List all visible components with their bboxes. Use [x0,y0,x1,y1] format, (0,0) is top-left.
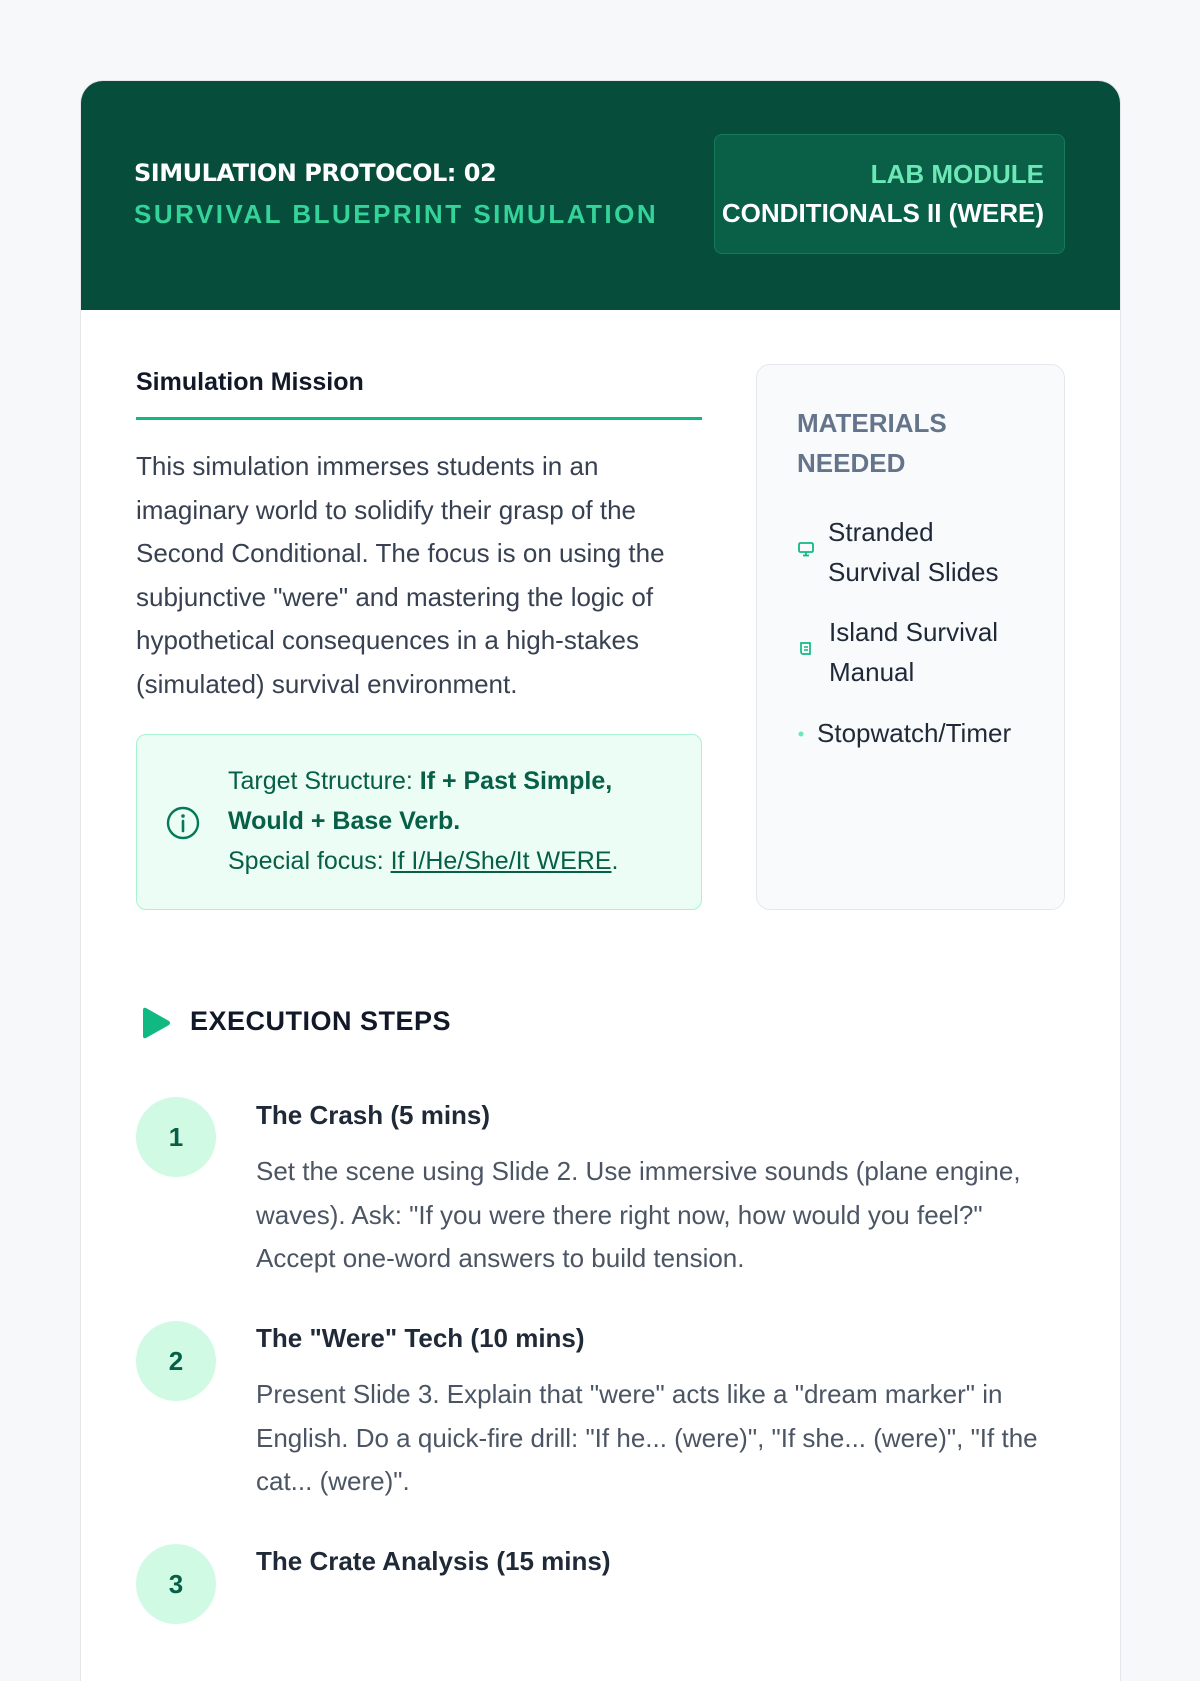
scroll-icon [797,640,815,658]
step-number: 2 [136,1321,216,1401]
materials-panel [756,364,1065,910]
step-title: The "Were" Tech (10 mins) [256,1323,585,1353]
protocol-card [81,81,1120,1681]
simulation-subtitle: SURVIVAL BLUEPRINT SIMULATION [134,199,659,229]
monitor-icon [797,540,815,558]
target-text [228,761,688,881]
execution-steps-title: EXECUTION STEPS [190,1006,452,1036]
protocol-title: SIMULATION PROTOCOL: 02 [134,159,497,187]
focus-prefix: Special focus: [228,847,391,875]
mission-divider [136,417,702,420]
mission-text: This simulation immerses students in an imaginary world to solidify their grasp of the Second Conditional. The focus is on using the subjunctive "were" and mastering the logic of hypothetical consequences in a high-stakes (simulated) survival environment. [136,451,665,699]
mission-title: Simulation Mission [136,368,364,396]
step-description: Present Slide 3. Explain that "were" acts like a "dream marker" in English. Do a quick-fire drill: "If he... (were)", "If she... (were)", "If the cat... (were)". [256,1379,1038,1496]
module-label: LAB MODULE [870,159,1044,189]
target-prefix: Target Structure: [228,767,420,795]
info-icon [165,805,201,841]
lab-module-badge [714,134,1065,254]
materials-title: MATERIALS NEEDED [797,408,947,478]
material-label: Stopwatch/Timer [817,718,1012,748]
step-description: Set the scene using Slide 2. Use immersive sounds (plane engine, waves). Ask: "If you were there right now, how would you feel?" Accept one-word answers to build tension. [256,1156,1021,1273]
step-title: The Crate Analysis (15 mins) [256,1546,611,1576]
focus-value: If I/He/She/It WERE [390,847,612,875]
material-label: Island Survival Manual [829,617,999,687]
play-icon [140,1006,172,1040]
material-label: Stranded Survival Slides [828,517,999,587]
header [81,81,1120,310]
target-structure-callout [136,734,702,910]
step-number: 1 [136,1097,216,1177]
target-structure: If + Past Simple, Would + Base Verb. [228,767,613,835]
focus-suffix: . [611,847,619,875]
module-name: CONDITIONALS II (WERE) [721,198,1044,228]
step-number: 3 [136,1544,216,1624]
dot-icon [797,730,805,738]
step-title: The Crash (5 mins) [256,1100,491,1130]
